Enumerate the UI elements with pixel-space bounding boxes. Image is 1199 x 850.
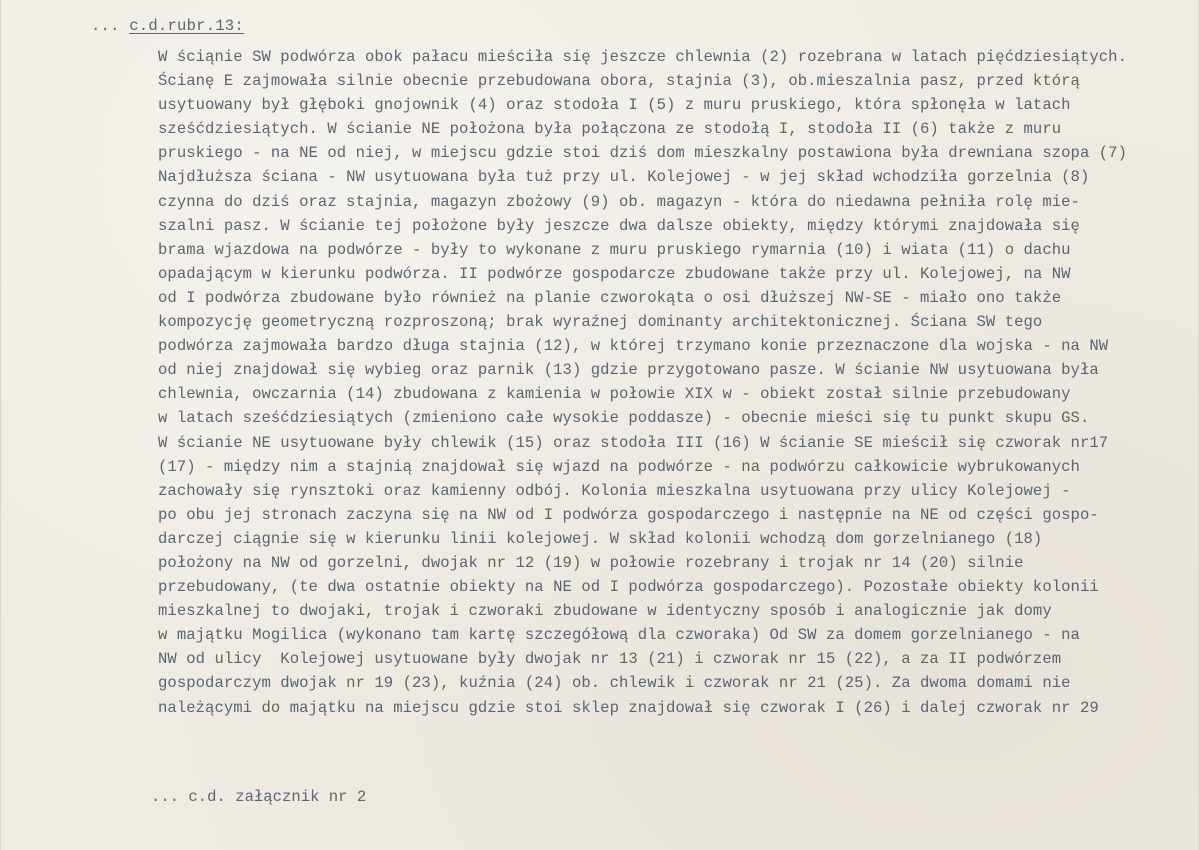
text-line: od niej znajdował się wybieg oraz parnik (13) gdzie przygotowano pasze. W ścianie NW usytuowana była bbox=[158, 361, 1099, 380]
text-line: należącymi do majątku na miejscu gdzie stoi sklep znajdował się czworak I (26) i dalej czworak nr 29 bbox=[158, 698, 1099, 717]
text-line: W ścianie NE usytuowane były chlewik (15) oraz stodoła III (16) W ścianie SE mieścił się czworak nr17 bbox=[158, 433, 1109, 452]
continuation-header bbox=[91, 17, 244, 35]
text-line: (17) - między nim a stajnią znajdował się wjazd na podwórze - na podwórzu całkowicie wybrukowanych bbox=[158, 457, 1080, 476]
text-line: NW od ulicy Kolejowej usytuowane były dwojak nr 13 (21) i czworak nr 15 (22), a za II podwórzem bbox=[158, 650, 1062, 669]
text-line: zachowały się rynsztoki oraz kamienny odbój. Kolonia mieszkalna usytuowana przy ulicy Kolejowej - bbox=[158, 481, 1071, 500]
text-line: darczej ciągnie się w kierunku linii kolejowej. W skład kolonii wchodzą dom gorzelnianego (18) bbox=[158, 529, 1043, 548]
text-line: czynna do dziś oraz stajnia, magazyn zbożowy (9) ob. magazyn - która do niedawna pełniła rolę mie- bbox=[158, 192, 1080, 211]
text-line: kompozycję geometryczną rozproszoną; brak wyraźnej dominanty architektonicznej. Ściana SW tego bbox=[158, 313, 1043, 332]
text-line: w majątku Mogilica (wykonano tam kartę szczegółową dla czworaka) Od SW za domem gorzelnianego - na bbox=[158, 626, 1080, 645]
text-line: od I podwórza zbudowane było również na planie czworokąta o osi dłuższej NW-SE - miało ono także bbox=[158, 288, 1062, 307]
text-line: mieszkalnej to dwojaki, trojak i czworaki zbudowane w identyczny sposób i analogicznie jak domy bbox=[158, 602, 1052, 621]
text-line: przebudowany, (te dwa ostatnie obiekty na NE od I podwórza gospodarczego). Pozostałe obiekty kolonii bbox=[158, 578, 1099, 597]
text-line: szalni pasz. W ścianie tej położone były jeszcze dwa dalsze obiekty, między którymi znajdowała się bbox=[158, 216, 1080, 235]
text-line: gospodarczym dwojak nr 19 (23), kuźnia (24) ob. chlewik i czworak nr 21 (25). Za dwoma domami nie bbox=[158, 674, 1071, 693]
text-line: opadającym w kierunku podwórza. II podwórze gospodarcze zbudowane także przy ul. Kolejowej, na NW bbox=[158, 264, 1071, 283]
body-text bbox=[158, 45, 1198, 720]
text-line: sześćdziesiątych. W ścianie NE położona była połączona ze stodołą I, stodoła II (6) także z muru bbox=[158, 120, 1062, 139]
text-line: Ścianę E zajmowała silnie obecnie przebudowana obora, stajnia (3), ob.mieszalnia pasz, przed którą bbox=[158, 72, 1080, 91]
header-prefix: ... bbox=[91, 17, 130, 35]
text-line: usytuowany był głęboki gnojownik (4) oraz stodoła I (5) z muru pruskiego, która spłonęła w latach bbox=[158, 96, 1071, 115]
text-line: podwórza zajmowała bardzo długa stajnia (12), w której trzymano konie przeznaczone dla wojska - na NW bbox=[158, 337, 1109, 356]
text-line: położony na NW od gorzelni, dwojak nr 12 (19) w połowie rozebrany i trojak nr 14 (20) silnie bbox=[158, 553, 1024, 572]
text-line: brama wjazdowa na podwórze - były to wykonane z muru pruskiego rymarnia (10) i wiata (11) o dachu bbox=[158, 240, 1071, 259]
header-reference: c.d.rubr.13: bbox=[129, 17, 244, 35]
text-line: w latach sześćdziesiątych (zmieniono całe wysokie poddasze) - obecnie mieści się tu punkt skupu GS. bbox=[158, 409, 1090, 428]
text-line: pruskiego - na NE od niej, w miejscu gdzie stoi dziś dom mieszkalny postawiona była drewniana szopa (7) bbox=[158, 144, 1127, 163]
text-line: po obu jej stronach zaczyna się na NW od I podwórza gospodarczego i następnie na NE od części gospo- bbox=[158, 505, 1099, 524]
text-line: Najdłuższa ściana - NW usytuowana była tuż przy ul. Kolejowej - w jej skład wchodziła gorzelnia (8) bbox=[158, 168, 1090, 187]
continuation-footer: ... c.d. załącznik nr 2 bbox=[151, 788, 367, 806]
text-line: W ściąnie SW podwórza obok pałacu mieściła się jeszcze chlewnia (2) rozebrana w latach pięćdziesiątych. bbox=[158, 48, 1127, 66]
text-line: chlewnia, owczarnia (14) zbudowana z kamienia w połowie XIX w - obiekt został silnie przebudowany bbox=[158, 385, 1071, 404]
